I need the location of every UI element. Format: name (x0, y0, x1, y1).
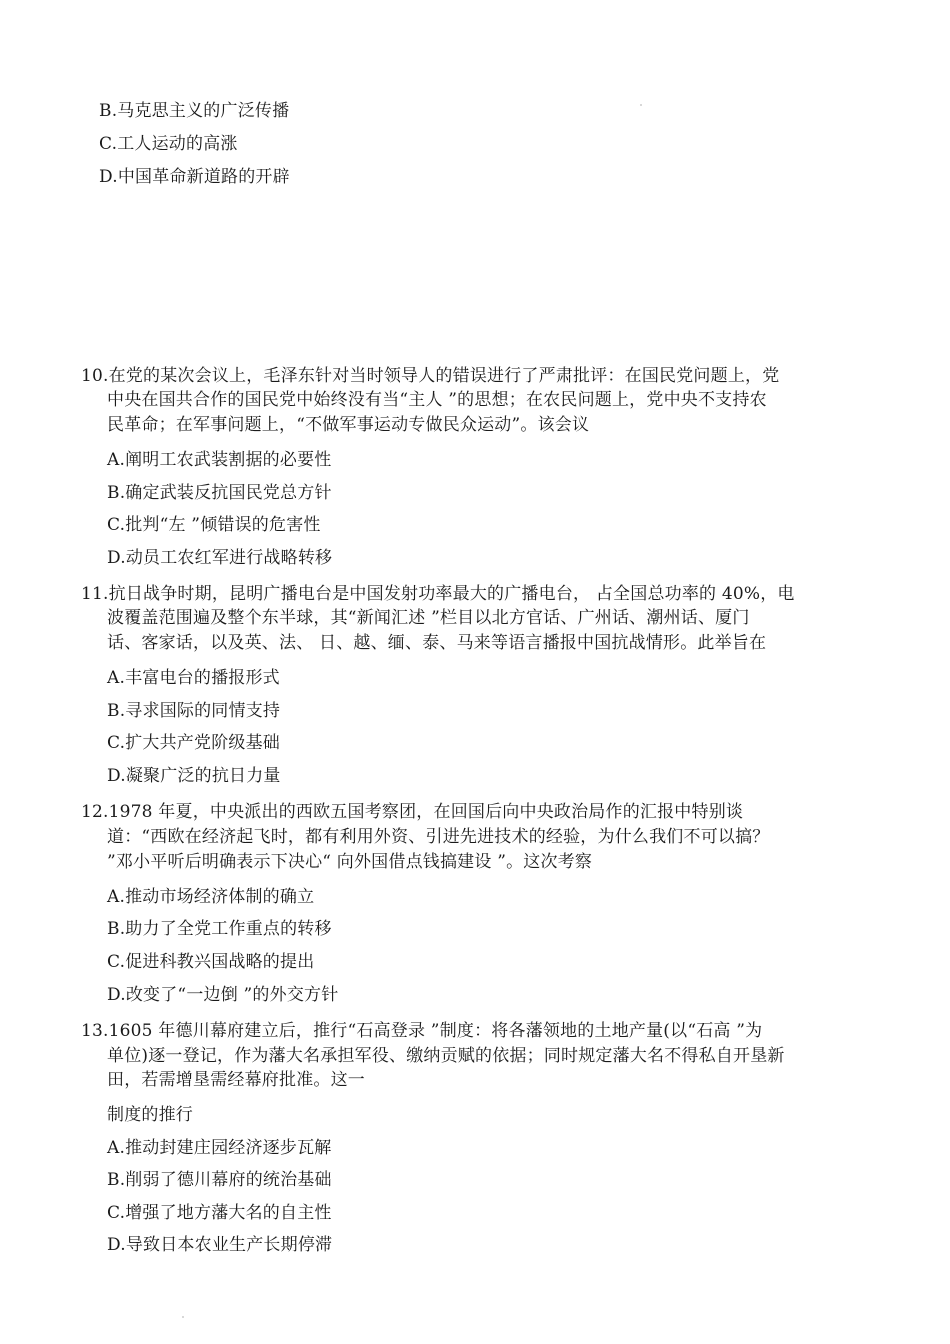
scan-speck (182, 1316, 184, 1318)
q11-stem-line-2: 波覆盖范围遍及整个东半球，其“新闻汇述 ”栏目以北方官话、广州话、潮州话、厦门 (107, 608, 750, 628)
q9-option-c: C.工人运动的高涨 (99, 134, 238, 154)
q11-option-a: A.丰富电台的播报形式 (107, 668, 280, 688)
q13-stem-line-2: 单位)逐一登记，作为藩大名承担军役、缴纳贡赋的依据；同时规定藩大名不得私自开垦新 (107, 1046, 785, 1066)
q10-stem-line-3: 民革命；在军事问题上，“不做军事运动专做民众运动”。该会议 (107, 415, 590, 435)
q11-stem-line-1: 11.抗日战争时期，昆明广播电台是中国发射功率最大的广播电台， 占全国总功率的 40%，电 (81, 584, 795, 604)
q10-stem-line-2: 中央在国共合作的国民党中始终没有当“主人 ”的思想；在农民问题上，党中央不支持农 (107, 390, 767, 410)
q13-stem-line-4: 制度的推行 (107, 1105, 193, 1125)
q12-stem-line-1: 12.1978 年夏，中央派出的西欧五国考察团，在回国后向中央政治局作的汇报中特别谈 (81, 802, 744, 822)
q12-stem-line-3: ”邓小平听后明确表示下决心“ 向外国借点钱搞建设 ”。这次考察 (107, 852, 593, 872)
q11-option-c: C.扩大共产党阶级基础 (107, 733, 281, 753)
q12-stem-line-2: 道：“西欧在经济起飞时，都有利用外资、引进先进技术的经验，为什么我们不可以搞？ (107, 827, 770, 847)
q12-option-a: A.推动市场经济体制的确立 (107, 887, 315, 907)
q11-option-d: D.凝聚广泛的抗日力量 (107, 766, 281, 786)
q13-option-c: C.增强了地方藩大名的自主性 (107, 1203, 332, 1223)
q13-stem-line-3: 田，若需增垦需经幕府批准。这一 (107, 1070, 365, 1090)
q13-option-a: A.推动封建庄园经济逐步瓦解 (107, 1138, 332, 1158)
q9-option-d: D.中国革命新道路的开辟 (99, 167, 290, 187)
q11-stem-line-3: 话、客家话，以及英、法、 日、越、缅、泰、马来等语言播报中国抗战情形。此举旨在 (107, 633, 767, 653)
q10-option-a: A.阐明工农武装割据的必要性 (107, 450, 332, 470)
q10-option-b: B.确定武装反抗国民党总方针 (107, 483, 332, 503)
q11-option-b: B.寻求国际的同情支持 (107, 701, 281, 721)
q12-option-b: B.助力了全党工作重点的转移 (107, 919, 332, 939)
scan-speck (640, 104, 642, 106)
q13-option-d: D.导致日本农业生产长期停滞 (107, 1235, 333, 1255)
q10-option-c: C.批判“左 ”倾错误的危害性 (107, 515, 321, 535)
q9-option-b: B.马克思主义的广泛传播 (99, 101, 290, 121)
q10-option-d: D.动员工农红军进行战略转移 (107, 548, 333, 568)
q12-option-c: C.促进科教兴国战略的提出 (107, 952, 315, 972)
q13-option-b: B.削弱了德川幕府的统治基础 (107, 1170, 332, 1190)
q13-stem-line-1: 13.1605 年德川幕府建立后，推行“石高登录 ”制度：将各藩领地的土地产量(以“石高 ”为 (81, 1021, 763, 1041)
q10-stem-line-1: 10.在党的某次会议上，毛泽东针对当时领导人的错误进行了严肃批评：在国民党问题上，党 (81, 366, 780, 386)
q12-option-d: D.改变了“一边倒 ”的外交方针 (107, 985, 339, 1005)
